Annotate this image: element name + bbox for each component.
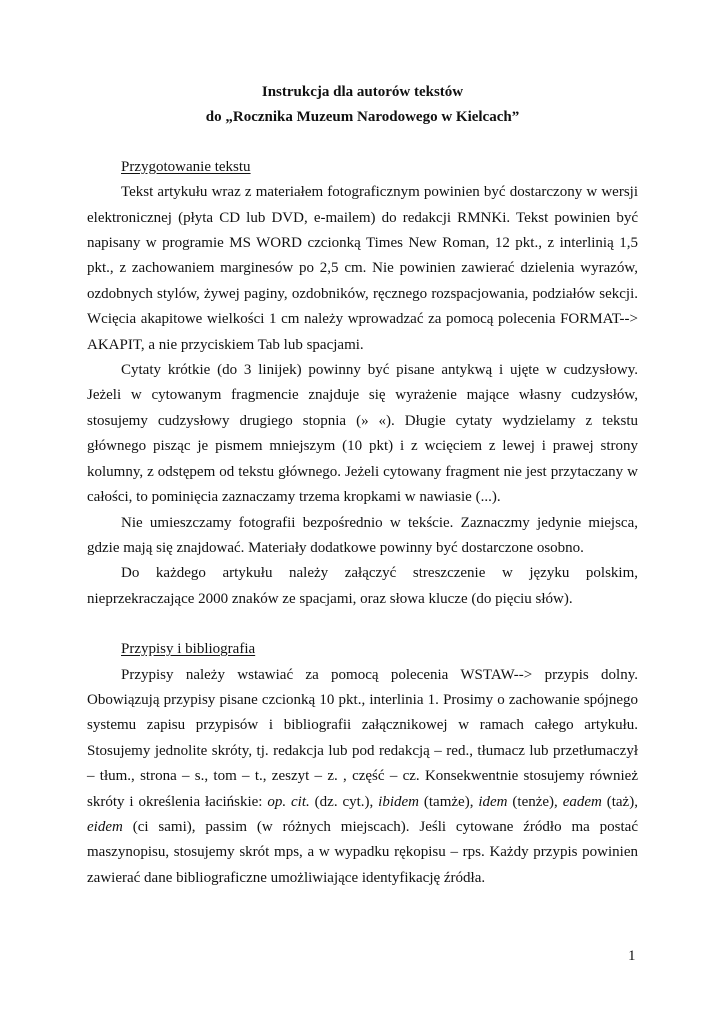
footnote-text: (dz. cyt.), <box>309 793 379 810</box>
latin-term-ibidem: ibidem <box>378 793 419 810</box>
spacer <box>87 131 638 155</box>
paragraph-photographs: Nie umieszczamy fotografii bezpośrednio w tekście. Zaznaczmy jedynie miejsca, gdzie mają się znajdować. Materiały dodatkowe powinny być dostarczone osobno. <box>87 514 638 556</box>
page-number: 1 <box>628 948 636 964</box>
document-page <box>87 80 638 891</box>
paragraph-text-format: Tekst artykułu wraz z materiałem fotograficznym powinien być dostarczony w wersji elektronicznej (płyta CD lub DVD, e-mailem) do redakcji RMNKi. Tekst powinien być napisany w programie MS WORD czcionką Times New Roman, 12 pkt., z interlinią 1,5 pkt., z zachowaniem marginesów po 2,5 cm. Nie powinien zawierać dzielenia wyrazów, ozdobnych stylów, żywej paginy, ozdobników, ręcznego rozspacjowania, podziałów sekcji. Wcięcia akapitowe wielkości 1 cm należy wprowadzać za pomocą polecenia FORMAT--> AKAPIT, a nie przyciskiem Tab lub spacjami. <box>87 184 638 353</box>
title-line-2: do „Rocznika Muzeum Narodowego w Kielcach” <box>205 109 520 126</box>
latin-term-eidem: eidem <box>87 818 123 835</box>
latin-term-eadem: eadem <box>562 793 602 810</box>
section-footnotes-bibliography <box>87 637 638 891</box>
document-title <box>87 80 638 131</box>
section-preparing-text <box>87 155 638 612</box>
title-line-1: Instrukcja dla autorów tekstów <box>261 84 464 100</box>
section-heading-footnotes: Przypisy i bibliografia <box>121 641 256 658</box>
latin-term-op-cit: op. cit. <box>267 793 310 810</box>
paragraph-footnotes <box>87 663 638 892</box>
section-heading-preparing-text: Przygotowanie tekstu <box>121 158 251 175</box>
footnote-text: Przypisy należy wstawiać za pomocą polecenia WSTAW--> przypis dolny. Obowiązują przypisy pisane czcionką 10 pkt., interlinia 1. Prosimy o zachowanie spójnego systemu zapisu przypisów i bibliografii załącznikowej w ramach całego artykułu. Stosujemy jednolite skróty, tj. redakcja lub pod redakcją – red., tłumacz lub przetłumaczył – tłum., strona – s., tom – t., zeszyt – z. , część – cz. Konsekwentnie stosujemy również skróty i określenia łacińskie: <box>87 666 638 810</box>
paragraph-quotations: Cytaty krótkie (do 3 linijek) powinny być pisane antykwą i ujęte w cudzysłowy. Jeżeli w cytowanym fragmencie znajduje się wyrażenie mające własny cudzysłów, stosujemy cudzysłowy drugiego stopnia (» «). Długie cytaty wydzielamy z tekstu głównego pisząc je pismem mniejszym (10 pkt) i z wcięciem z lewej i prawej strony kolumny, z odstępem od tekstu głównego. Jeżeli cytowany fragment nie jest przytaczany w całości, to pominięcia zaznaczamy trzema kropkami w nawiasie (...). <box>87 362 638 506</box>
footnote-text: (tenże), <box>507 793 563 810</box>
spacer <box>87 612 638 637</box>
latin-term-idem: idem <box>478 793 508 810</box>
footnote-text: (ci sami), passim (w różnych miejscach). Jeśli cytowane źródło ma postać maszynopisu, stosujemy skrót mps, a w wypadku rękopisu – rps. Każdy przypis powinien zawierać dane bibliograficzne umożliwiające identyfikację źródła. <box>87 818 638 886</box>
paragraph-summary: Do każdego artykułu należy załączyć streszczenie w języku polskim, nieprzekraczające 2000 znaków ze spacjami, oraz słowa klucze (do pięciu słów). <box>87 565 638 607</box>
footnote-text: (taż), <box>601 793 638 810</box>
footnote-text: (tamże), <box>419 793 479 810</box>
